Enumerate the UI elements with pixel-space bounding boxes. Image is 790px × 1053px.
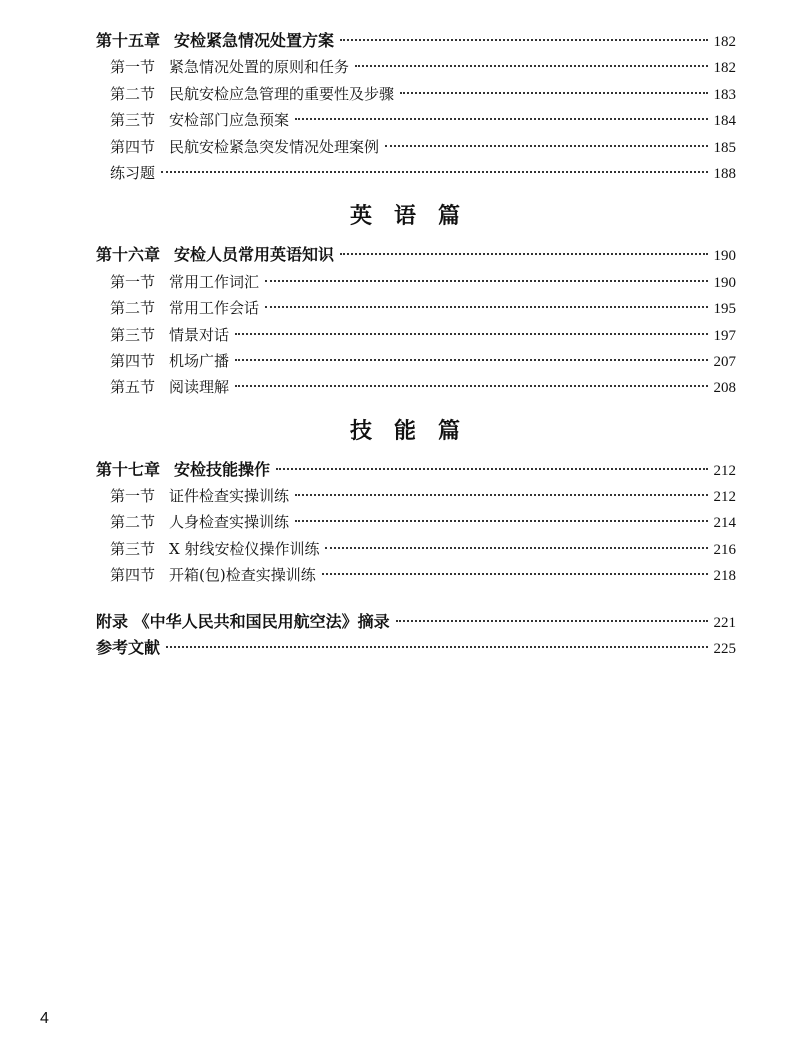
page-ref: 212: [713, 489, 736, 506]
dot-leader: [295, 494, 707, 496]
dot-leader: [400, 92, 707, 94]
toc-chapter-17[interactable]: [96, 457, 736, 483]
dot-leader: [385, 145, 707, 147]
exercise-title: 练习题: [110, 163, 156, 182]
section-title: 阅读理解: [169, 378, 230, 397]
section-number: 第五节: [110, 378, 156, 397]
dot-leader: [235, 359, 707, 361]
page-ref: 182: [713, 60, 736, 77]
section-number: 第四节: [110, 137, 156, 156]
dot-leader: [276, 468, 707, 470]
section-number: 第三节: [110, 539, 156, 558]
page-ref: 218: [713, 568, 736, 585]
dot-leader: [295, 520, 707, 522]
chapter-title: 安检技能操作: [174, 459, 271, 479]
section-title: 人身检查实操训练: [169, 513, 290, 532]
toc-section[interactable]: [96, 374, 736, 400]
toc-section[interactable]: [96, 81, 736, 107]
section-number: 第二节: [110, 84, 156, 103]
section-number: 第一节: [110, 58, 156, 77]
page-ref: 184: [713, 113, 736, 130]
section-number: 第一节: [110, 487, 156, 506]
section-title: 机场广播: [169, 351, 230, 370]
references-title: 参考文献: [96, 638, 161, 658]
dot-leader: [161, 171, 707, 173]
section-number: 第二节: [110, 299, 156, 318]
toc-chapter-15[interactable]: [96, 28, 736, 54]
page-ref: 208: [713, 380, 736, 397]
appendix-title: 附录 《中华人民共和国民用航空法》摘录: [96, 611, 390, 631]
page-ref: 216: [713, 541, 736, 558]
section-title: 紧急情况处置的原则和任务: [169, 58, 350, 77]
page-ref: 197: [713, 327, 736, 344]
page-ref: 183: [713, 86, 736, 103]
page-ref: 190: [713, 274, 736, 291]
section-number: 第四节: [110, 351, 156, 370]
page-ref: 188: [713, 165, 736, 182]
dot-leader: [340, 253, 707, 255]
section-title: 开箱(包)检查实操训练: [169, 566, 316, 585]
page-ref: 195: [713, 301, 736, 318]
toc-section[interactable]: [96, 536, 736, 562]
page-ref: 185: [713, 139, 736, 156]
chapter-number: 第十七章: [96, 459, 161, 479]
page-ref: 207: [713, 353, 736, 370]
toc-appendix[interactable]: [96, 609, 736, 635]
toc-section[interactable]: [96, 348, 736, 374]
toc-chapter-16[interactable]: [96, 242, 736, 268]
toc-references[interactable]: [96, 635, 736, 661]
toc-section[interactable]: [96, 134, 736, 160]
section-title: 常用工作词汇: [169, 272, 260, 291]
dot-leader: [355, 65, 707, 67]
chapter-title: 安检人员常用英语知识: [174, 245, 335, 265]
chapter-title: 安检紧急情况处置方案: [174, 31, 335, 50]
dot-leader: [265, 280, 707, 282]
toc-section[interactable]: [96, 54, 736, 80]
section-title: 常用工作会话: [169, 299, 260, 318]
toc-section[interactable]: [96, 269, 736, 295]
section-title: 情景对话: [169, 325, 230, 344]
section-title: 民航安检应急管理的重要性及步骤: [169, 84, 395, 103]
section-title: 民航安检紧急突发情况处理案例: [169, 137, 380, 156]
dot-leader: [265, 306, 707, 308]
page-ref: 225: [713, 641, 736, 658]
part-heading-skills: 技能篇: [349, 417, 482, 444]
toc-section[interactable]: [96, 107, 736, 133]
page-ref: 212: [713, 462, 736, 479]
toc-section[interactable]: [96, 322, 736, 348]
section-number: 第三节: [110, 325, 156, 344]
page-ref: 221: [713, 614, 736, 631]
dot-leader: [235, 385, 707, 387]
section-number: 第四节: [110, 566, 156, 585]
section-number: 第三节: [110, 111, 156, 130]
page-ref: 190: [713, 248, 736, 265]
page-number: 4: [40, 1010, 49, 1027]
section-number: 第二节: [110, 513, 156, 532]
table-of-contents: [96, 28, 736, 661]
toc-section[interactable]: [96, 562, 736, 588]
dot-leader: [322, 573, 708, 575]
toc-section[interactable]: [96, 483, 736, 509]
chapter-number: 第十五章: [96, 31, 161, 50]
part-heading-english: 英语篇: [349, 203, 482, 230]
page-ref: 182: [713, 34, 736, 50]
toc-exercise[interactable]: [96, 160, 736, 186]
section-title: 证件检查实操训练: [169, 487, 290, 506]
dot-leader: [166, 646, 707, 648]
chapter-number: 第十六章: [96, 245, 161, 265]
toc-section[interactable]: [96, 295, 736, 321]
dot-leader: [295, 118, 707, 120]
dot-leader: [235, 333, 707, 335]
spacer: [96, 589, 736, 609]
dot-leader: [340, 39, 707, 41]
section-title: X 射线安检仪操作训练: [169, 539, 320, 558]
page-ref: 214: [713, 515, 736, 532]
section-number: 第一节: [110, 272, 156, 291]
dot-leader: [396, 620, 708, 622]
dot-leader: [325, 547, 707, 549]
section-title: 安检部门应急预案: [169, 111, 290, 130]
toc-section[interactable]: [96, 509, 736, 535]
